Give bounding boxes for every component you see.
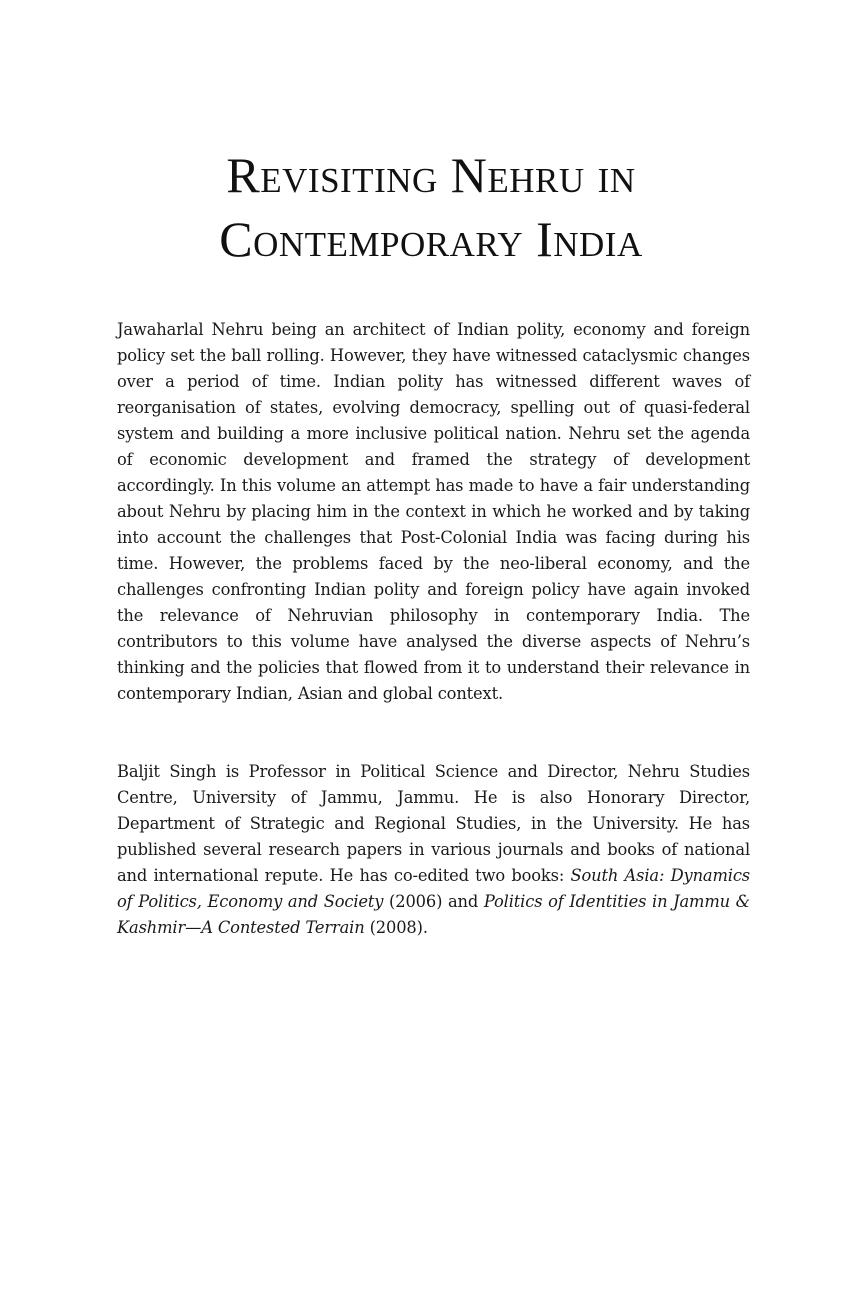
- author-bio-text: Baljit Singh is Professor in Political Science and Director, Nehru Studies Centre, University of Jammu, Jammu. He is also Honorary Director, Department of Strategic and Regional Studies, in the University. He has published several research papers in various journals and books of national and international repute. He has co-edited two books:: [117, 762, 750, 885]
- book-title-line-2: Contemporary India: [219, 211, 643, 267]
- book-description-paragraph: Jawaharlal Nehru being an architect of Indian polity, economy and foreign policy set the ball rolling. However, they have witnessed cataclysmic changes over a period of time. Indian polity has witnessed different waves of reorganisation of states, evolving democracy, spelling out of quasi-federal system and building a more inclusive political nation. Nehru set the agenda of economic development and framed the strategy of development accordingly. In this volume an attempt has made to have a fair understanding about Nehru by placing him in the context in which he worked and by taking into account the challenges that Post-Colonial India was facing during his time. However, the problems faced by the neo-liberal economy, and the challenges confronting Indian polity and foreign policy have again invoked the relevance of Nehruvian philosophy in contemporary India. The contributors to this volume have analysed the diverse aspects of Nehru’s thinking and the policies that flowed from it to understand their relevance in contemporary Indian, Asian and global context.: [117, 320, 750, 703]
- book2-title: Politics of Identities in Jammu & Kashmir—A Contested Terrain: [117, 892, 750, 937]
- book1-year: (2006) and: [383, 892, 484, 911]
- author-bio-paragraph: [117, 759, 750, 941]
- book2-year: (2008).: [364, 918, 428, 937]
- book1-title: South Asia: Dynamics of Politics, Economy and Society: [117, 866, 750, 911]
- book-title-line-1: Revisiting Nehru in: [226, 147, 636, 203]
